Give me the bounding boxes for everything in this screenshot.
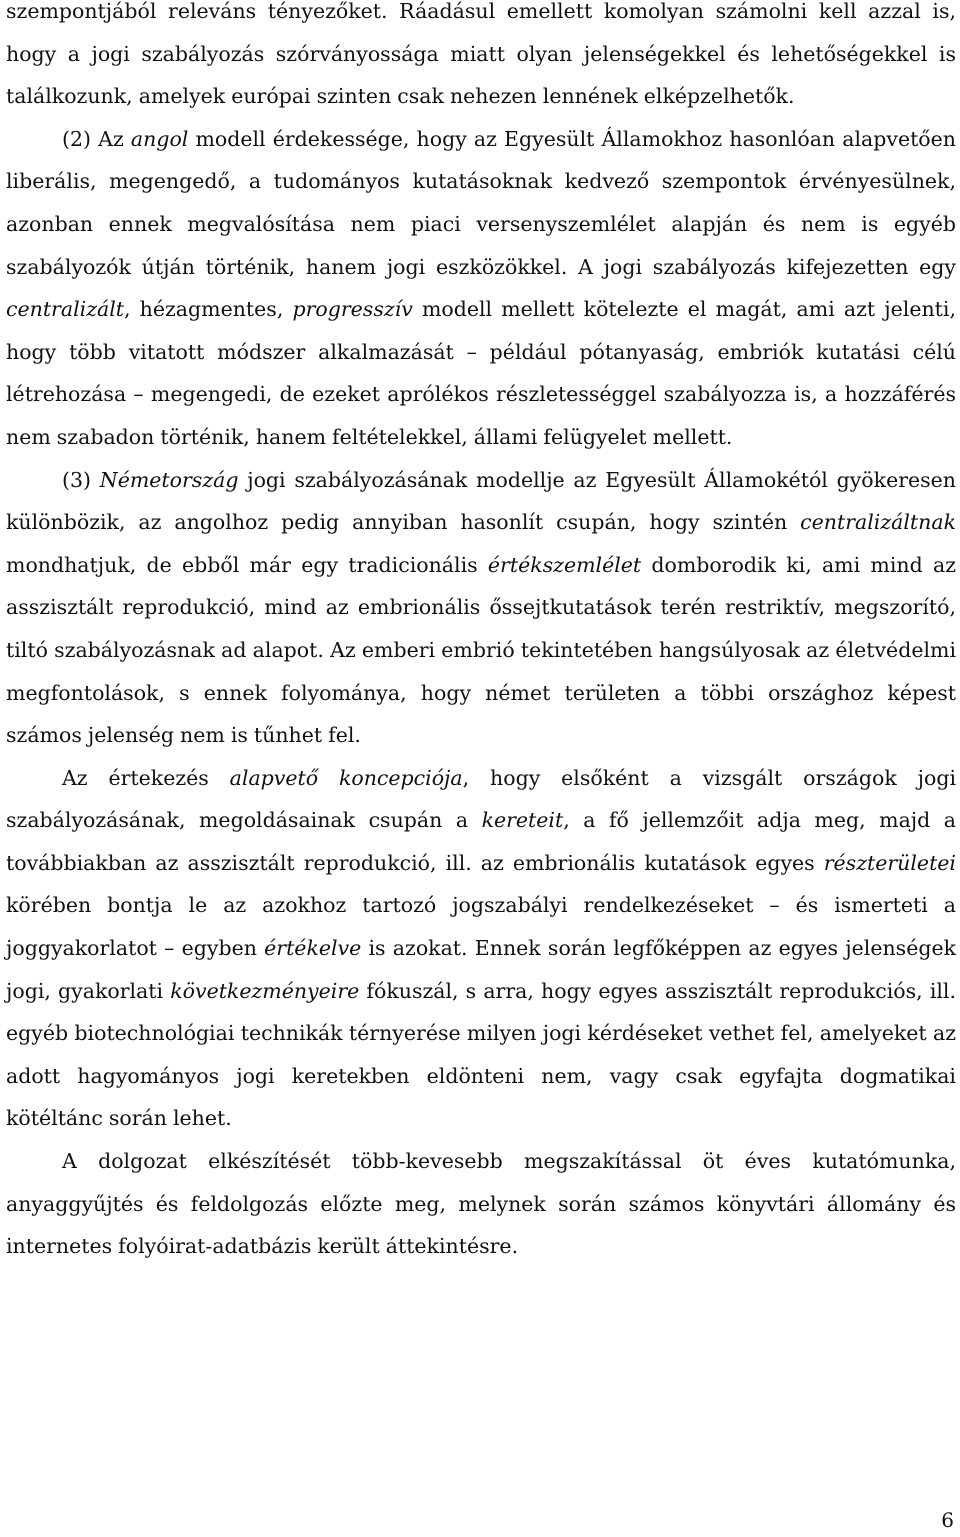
paragraph-intro-continuation [6, 0, 956, 118]
paragraph-dissertation-concept [6, 757, 956, 1140]
text-segment: is azokat. Ennek során legfőképpen az egyes jelenségek jogi, gyakorlati [6, 936, 957, 1003]
text-segment: , a fő jellemzőit adja meg, majd a továbbiakban az asszisztált reprodukció, ill. az embrionális kutatások egyes [6, 808, 956, 875]
text-segment: szempontjából releváns tényezőket. Ráadásul emellett komolyan számolni kell azzal is, hogy a jogi szabályozás szórványossága miatt olyan jelenségekkel és lehetőségekkel is találkozunk, amelyek európai szinten csak nehezen lennének elképzelhetők. [6, 0, 956, 109]
italic-text-segment: értékszemlélet [487, 552, 642, 577]
text-segment: modell érdekessége, hogy az Egyesült Államokhoz hasonlóan alapvetően liberális, megengedő, a tudományos kutatásoknak kedvező szempontok érvényesülnek, azonban ennek megvalósítása nem piaci versenyszemlélet alapján és nem is egyéb szabályozók útján történik, hanem jogi eszközökkel. A jogi szabályozás kifejezetten egy [6, 126, 956, 279]
text-segment: , hézagmentes, [124, 297, 293, 322]
page-number: 6 [941, 1508, 954, 1532]
text-segment: fókuszál, s arra, hogy egyes asszisztált reprodukciós, ill. egyéb biotechnológiai technikák térnyerése milyen jogi kérdéseket vethet fel, amelyeket az adott hagyományos jogi keretekben eldönteni nem, vagy csak egyfajta dogmatikai kötéltánc során lehet. [6, 978, 956, 1131]
italic-text-segment: kereteit [481, 808, 564, 833]
italic-text-segment: Németország [99, 467, 239, 492]
text-segment: , hogy elsőként a vizsgált országok jogi szabályozásának, megoldásainak csupán a [6, 765, 956, 833]
document-page [6, 0, 956, 1268]
paragraph-english-model [6, 118, 956, 459]
italic-text-segment: centralizált [6, 297, 125, 322]
italic-text-segment: progresszív [292, 297, 413, 322]
paragraph-german-model [6, 459, 956, 757]
italic-text-segment: következményeire [170, 978, 360, 1003]
italic-text-segment: centralizáltnak [800, 510, 956, 535]
text-segment: (2) Az [62, 126, 131, 151]
text-segment: mondhatjuk, de ebből már egy tradicionális [6, 552, 488, 577]
italic-text-segment: értékelve [264, 936, 362, 961]
text-segment: domborodik ki, ami mind az asszisztált reprodukció, mind az embrionális őssejtkutatások terén restriktív, megszorító, tiltó szabályozásnak ad alapot. Az emberi embrió tekintetében hangsúlyosak az életvédelmi megfontolások, s ennek folyománya, hogy német területen a többi országhoz képest számos jelenség nem is tűnhet fel. [6, 552, 956, 748]
text-segment: Az értekezés [62, 765, 230, 790]
text-segment: jogi szabályozásának modellje az Egyesült Államokétól gyökeresen különbözik, az angolhoz pedig annyiban hasonlít csupán, hogy szintén [6, 467, 956, 535]
italic-text-segment: alapvető koncepciója [229, 765, 463, 790]
text-segment: (3) [62, 467, 100, 492]
paragraph-research-method [6, 1140, 956, 1268]
italic-text-segment: angol [130, 126, 189, 151]
document-body [6, 0, 956, 1268]
text-segment: modell mellett kötelezte el magát, ami azt jelenti, hogy több vitatott módszer alkalmazását – például pótanyaság, embriók kutatási célú létrehozása – megengedi, de ezeket aprólékos részletességgel szabályozza is, a hozzáférés nem szabadon történik, hanem feltételekkel, állami felügyelet mellett. [6, 297, 956, 449]
text-segment: A dolgozat elkészítését több-kevesebb megszakítással öt éves kutatómunka, anyaggyűjtés és feldolgozás előzte meg, melynek során számos könyvtári állomány és internetes folyóirat-adatbázis került áttekintésre. [6, 1149, 956, 1259]
text-segment: körében bontja le az azokhoz tartozó jogszabályi rendelkezéseket – és ismerteti a joggyakorlatot – egyben [6, 893, 956, 961]
italic-text-segment: részterületei [823, 850, 956, 875]
